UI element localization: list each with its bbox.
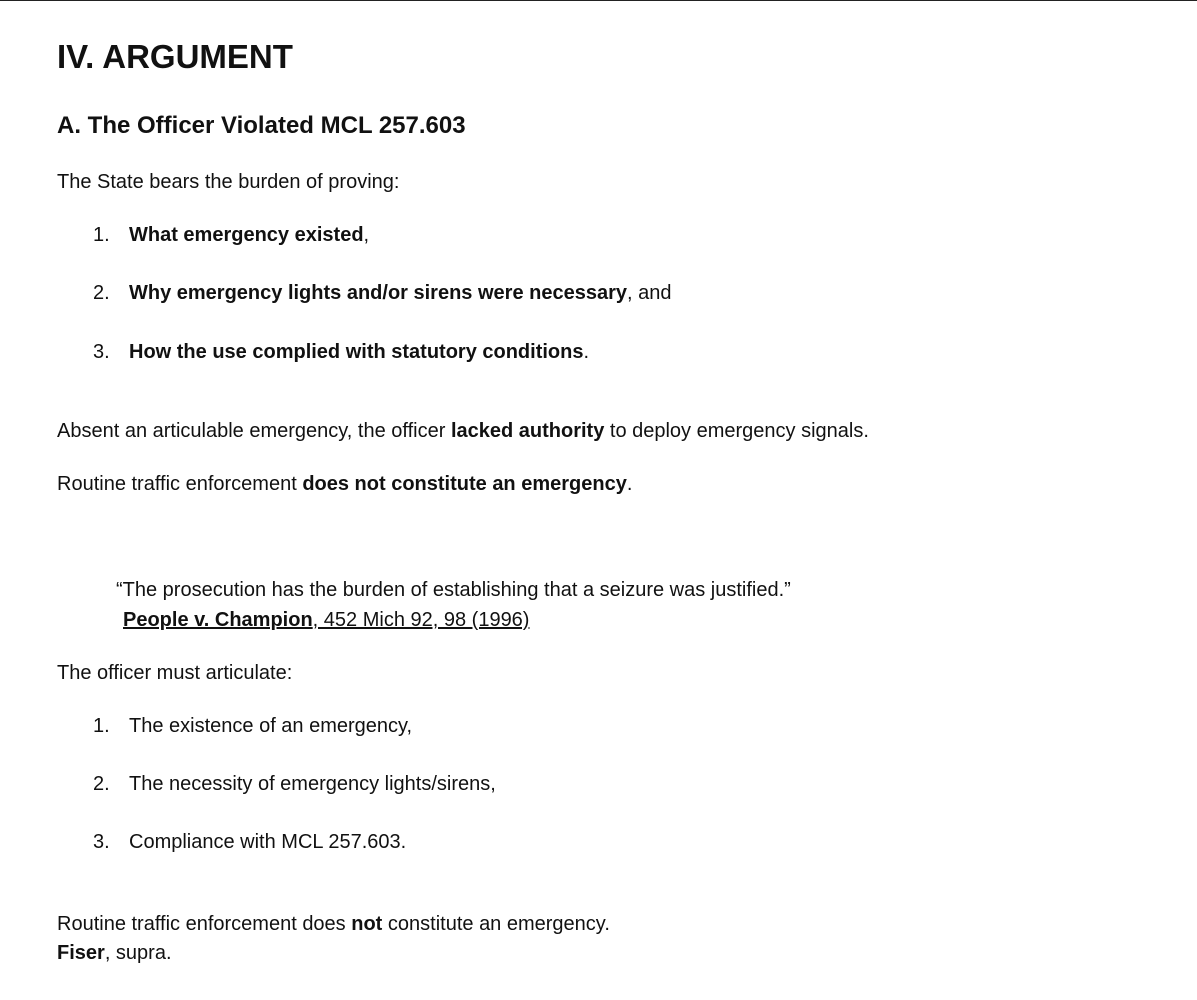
list-text: Compliance with MCL 257.603. [129, 831, 407, 853]
articulate-intro: The officer must articulate: [57, 662, 293, 684]
list-number: 3. [93, 341, 110, 363]
list-number: 2. [93, 282, 110, 304]
list-number: 3. [93, 831, 110, 853]
closing-paragraph: Routine traffic enforcement does not constitute an emergency. [57, 913, 610, 935]
list-number: 2. [93, 773, 110, 795]
list-text: What emergency existed, [129, 224, 370, 246]
list-number: 1. [93, 715, 110, 737]
case-name: Fiser [57, 942, 105, 964]
list-text: Why emergency lights and/or sirens were necessary, and [129, 282, 672, 304]
citation-reporter: , 452 Mich 92, 98 (1996) [312, 609, 530, 631]
case-citation[interactable] [123, 608, 529, 632]
list-number: 1. [93, 224, 110, 246]
case-name: People v. Champion [123, 609, 313, 631]
subsection-heading: A. The Officer Violated MCL 257.603 [57, 112, 466, 139]
section-heading: IV. ARGUMENT [57, 38, 293, 75]
block-quote: “The prosecution has the burden of establishing that a seizure was justified.” [116, 579, 791, 601]
list-text: How the use complied with statutory conditions. [129, 341, 590, 363]
burden-intro: The State bears the burden of proving: [57, 171, 400, 193]
list-text: The existence of an emergency, [129, 715, 413, 737]
authority-paragraph: Absent an articulable emergency, the officer lacked authority to deploy emergency signals. [57, 420, 869, 442]
routine-paragraph: Routine traffic enforcement does not constitute an emergency. [57, 473, 633, 495]
list-text: The necessity of emergency lights/sirens, [129, 773, 496, 795]
closing-citation: Fiser, supra. [57, 942, 172, 964]
